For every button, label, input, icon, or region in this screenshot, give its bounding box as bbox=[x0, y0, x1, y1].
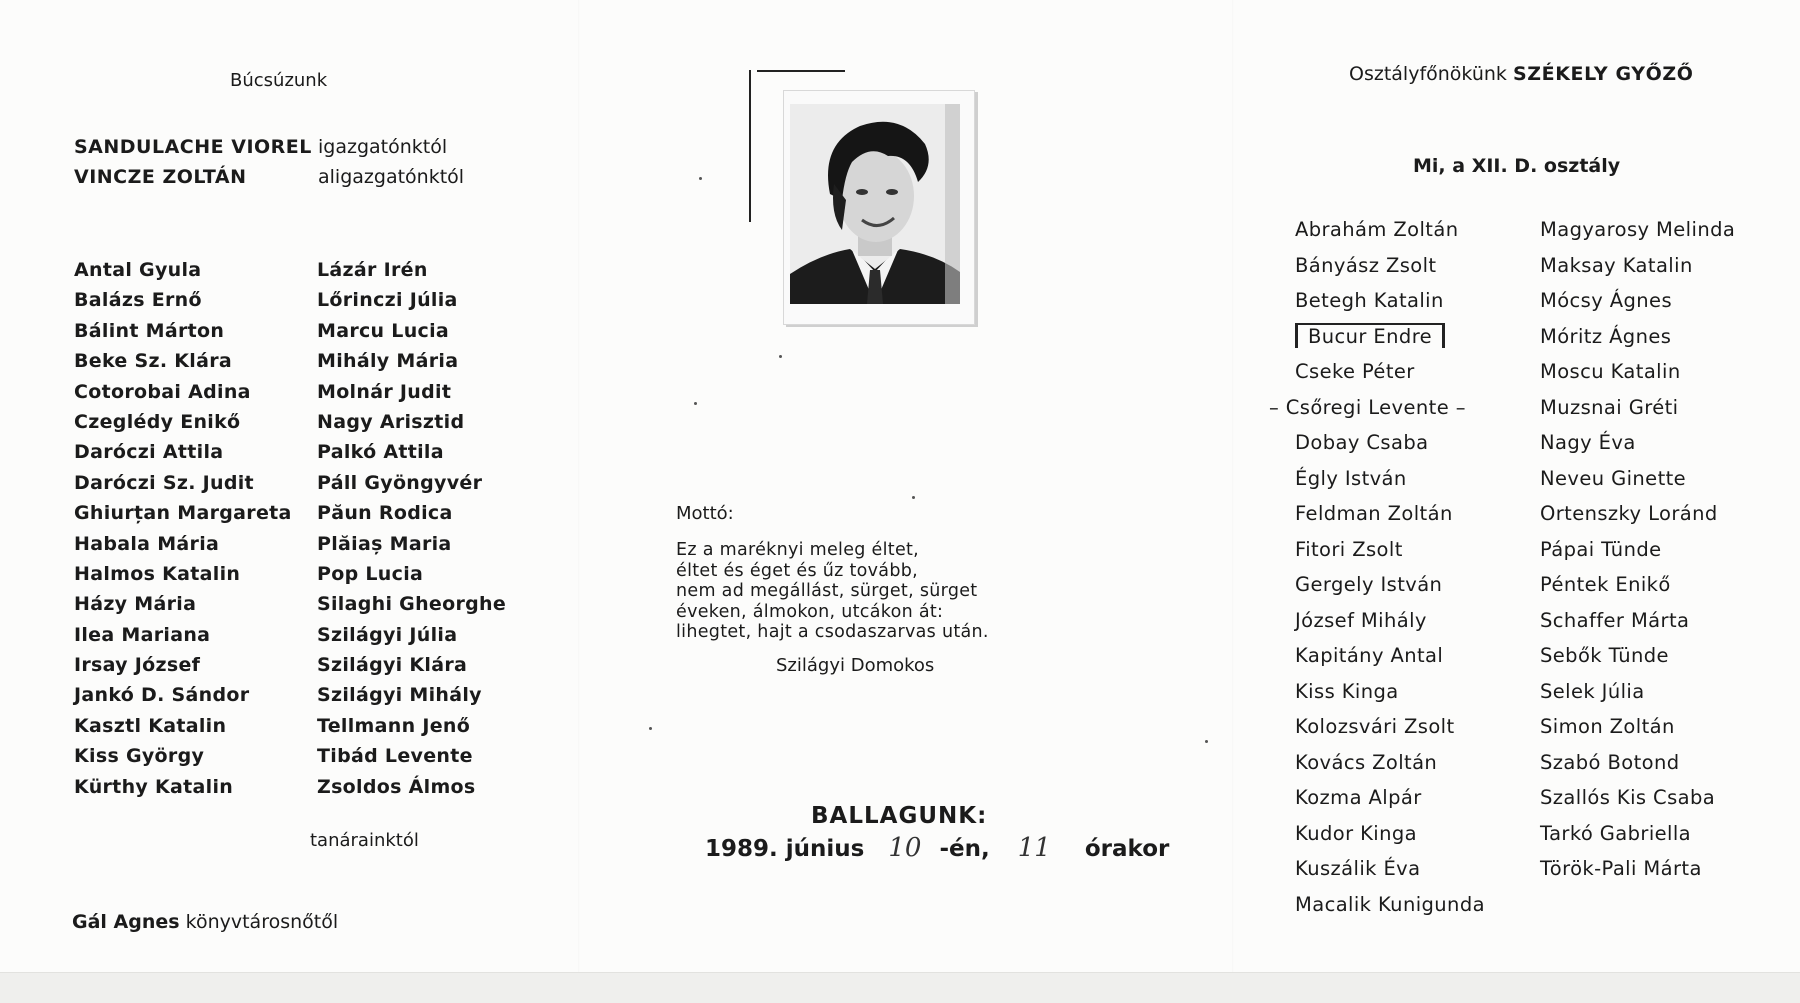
teacher-name bbox=[317, 650, 506, 680]
student-name-text: Gergely István bbox=[1295, 573, 1443, 596]
teacher-name-text: Páll Gyöngyvér bbox=[317, 471, 483, 494]
student-name bbox=[1295, 461, 1485, 497]
student-name-text: Kudor Kinga bbox=[1295, 821, 1417, 845]
student-name-text: Kiss Kinga bbox=[1295, 679, 1399, 703]
student-name bbox=[1540, 851, 1735, 887]
student-name bbox=[1295, 780, 1485, 816]
student-name bbox=[1540, 780, 1735, 816]
teacher-name bbox=[317, 285, 506, 315]
photo-corner-line-top bbox=[757, 70, 845, 72]
student-name-text: Móritz Ágnes bbox=[1540, 324, 1672, 348]
student-name bbox=[1295, 887, 1485, 923]
teacher-name-text: Pop Lucia bbox=[317, 562, 424, 585]
poem-line bbox=[676, 540, 989, 561]
student-name-text: Abrahám Zoltán bbox=[1295, 218, 1459, 241]
teacher-name bbox=[74, 407, 292, 437]
poem-line-text: éltet és éget és űz tovább, bbox=[676, 560, 919, 581]
date-prefix: 1989. június bbox=[705, 836, 865, 862]
teacher-name bbox=[74, 468, 292, 498]
teacher-name bbox=[74, 285, 292, 315]
teachers-suffix: tanárainktól bbox=[310, 830, 419, 851]
teacher-name-text: Házy Mária bbox=[74, 593, 197, 616]
student-name bbox=[1295, 851, 1485, 887]
graduation-heading: BALLAGUNK: bbox=[811, 803, 988, 829]
student-name bbox=[1295, 816, 1485, 852]
teacher-name bbox=[74, 650, 292, 680]
handwritten-hour: 11 bbox=[1017, 833, 1051, 863]
motto-poem bbox=[676, 540, 989, 643]
teacher-name-text: Păun Rodica bbox=[317, 502, 453, 525]
head-teacher-line bbox=[1349, 63, 1693, 85]
student-name-text: Magyarosy Melinda bbox=[1540, 218, 1736, 241]
student-name bbox=[1540, 674, 1735, 710]
teacher-name bbox=[74, 437, 292, 467]
portrait-image bbox=[790, 104, 960, 304]
teacher-name-text: Szilágyi Klára bbox=[317, 654, 468, 677]
student-name bbox=[1295, 354, 1485, 390]
vice-director-role: aligazgatónktól bbox=[318, 166, 465, 188]
student-name bbox=[1295, 496, 1485, 532]
student-name-text: Kapitány Antal bbox=[1295, 644, 1444, 667]
librarian-role: könyvtárosnőtől bbox=[185, 911, 339, 933]
teacher-name bbox=[317, 346, 506, 376]
student-name-text: Ortenszky Loránd bbox=[1540, 502, 1718, 525]
student-name bbox=[1295, 567, 1485, 603]
teacher-name-text: Balázs Ernő bbox=[74, 289, 202, 312]
librarian-line bbox=[72, 911, 338, 933]
student-name-text: Sebők Tünde bbox=[1540, 644, 1669, 667]
teacher-name-text: Daróczi Attila bbox=[74, 441, 224, 464]
fold-line-right bbox=[1232, 0, 1234, 975]
student-name-text: – Csőregi Levente – bbox=[1295, 396, 1466, 419]
student-name bbox=[1540, 461, 1735, 497]
student-name bbox=[1295, 212, 1485, 248]
graduation-date-line bbox=[705, 833, 1169, 863]
teacher-name-text: Halmos Katalin bbox=[74, 562, 241, 585]
student-name-text: Selek Júlia bbox=[1540, 679, 1645, 703]
teacher-name-text: Mihály Mária bbox=[317, 350, 459, 373]
teacher-name bbox=[74, 377, 292, 407]
director-role: igazgatónktól bbox=[318, 136, 448, 158]
student-list-column-2 bbox=[1540, 212, 1735, 887]
student-name-text: Török-Pali Márta bbox=[1540, 857, 1702, 880]
teacher-name-text: Kürthy Katalin bbox=[74, 775, 234, 798]
teacher-name bbox=[74, 711, 292, 741]
teacher-name bbox=[317, 316, 506, 346]
student-name bbox=[1540, 283, 1735, 319]
teacher-name-text: Ilea Mariana bbox=[74, 623, 211, 646]
student-name bbox=[1540, 319, 1735, 355]
student-name bbox=[1295, 674, 1485, 710]
date-suffix: órakor bbox=[1084, 836, 1170, 862]
teacher-name-text: Silaghi Gheorghe bbox=[317, 593, 507, 616]
paper-speck bbox=[699, 177, 702, 180]
student-name-text: Péntek Enikő bbox=[1540, 573, 1671, 596]
student-name bbox=[1295, 319, 1485, 355]
teacher-name bbox=[317, 772, 506, 802]
teacher-name-text: Beke Sz. Klára bbox=[74, 350, 233, 373]
student-name-text: Fitori Zsolt bbox=[1295, 537, 1403, 561]
teacher-name-text: Antal Gyula bbox=[74, 259, 202, 281]
student-name bbox=[1295, 248, 1485, 284]
student-name bbox=[1540, 390, 1735, 426]
teacher-name-text: Tibád Levente bbox=[317, 745, 473, 768]
paper-speck bbox=[912, 496, 915, 499]
student-name-text: Cseke Péter bbox=[1295, 360, 1415, 383]
teacher-name-text: Szilágyi Mihály bbox=[317, 684, 482, 707]
head-teacher-name: SZÉKELY GYŐZŐ bbox=[1512, 63, 1694, 85]
poem-line-text: éveken, álmokon, utcákon át: bbox=[676, 601, 944, 622]
student-name bbox=[1295, 532, 1485, 568]
student-name-text: Bányász Zsolt bbox=[1295, 253, 1437, 277]
student-name-text: Maksay Katalin bbox=[1540, 253, 1693, 277]
poem-line bbox=[676, 622, 989, 643]
student-name bbox=[1540, 496, 1735, 532]
teacher-name-text: Kasztl Katalin bbox=[74, 714, 227, 737]
poem-line-text: nem ad megállást, sürget, sürget bbox=[676, 581, 978, 601]
student-list-column-1 bbox=[1285, 212, 1485, 922]
teacher-name-text: Lázár Irén bbox=[317, 259, 428, 281]
handwritten-day: 10 bbox=[888, 833, 922, 863]
teacher-name-text: Molnár Judit bbox=[317, 380, 452, 403]
student-name bbox=[1540, 603, 1735, 639]
poem-author: Szilágyi Domokos bbox=[776, 655, 935, 676]
teacher-name bbox=[317, 529, 506, 559]
student-name-text: Kozma Alpár bbox=[1295, 786, 1422, 809]
teacher-name bbox=[317, 437, 506, 467]
director-name: SANDULACHE VIOREL bbox=[74, 136, 312, 158]
poem-line-text: lihegtet, hajt a csodaszarvas után. bbox=[676, 622, 989, 642]
student-name bbox=[1295, 745, 1485, 781]
teacher-name bbox=[74, 589, 292, 619]
teacher-name bbox=[74, 680, 292, 710]
teacher-name bbox=[317, 559, 506, 589]
teacher-name-text: Ghiurțan Margareta bbox=[74, 502, 292, 525]
student-name-text: Schaffer Márta bbox=[1540, 608, 1690, 632]
poem-line bbox=[676, 561, 989, 582]
teacher-name bbox=[317, 620, 506, 650]
teacher-name bbox=[317, 498, 506, 528]
teacher-list-column-2 bbox=[317, 255, 506, 802]
student-name bbox=[1540, 532, 1735, 568]
teacher-name bbox=[317, 741, 506, 771]
student-name-text: Mócsy Ágnes bbox=[1540, 289, 1673, 312]
student-name-text: Moscu Katalin bbox=[1540, 360, 1681, 383]
teacher-name-text: Szilágyi Júlia bbox=[317, 623, 458, 646]
teacher-name-text: Bálint Márton bbox=[74, 319, 225, 342]
teacher-name-text: Kiss György bbox=[74, 745, 205, 768]
student-name bbox=[1295, 603, 1485, 639]
student-name-text: Betegh Katalin bbox=[1295, 289, 1444, 312]
student-name bbox=[1295, 709, 1485, 745]
poem-line bbox=[676, 581, 989, 602]
paper-speck bbox=[694, 402, 697, 405]
teacher-name-text: Cotorobai Adina bbox=[74, 380, 251, 403]
teacher-name-text: Marcu Lucia bbox=[317, 319, 450, 342]
student-name bbox=[1285, 390, 1485, 426]
teacher-name-text: Palkó Attila bbox=[317, 441, 444, 464]
student-name bbox=[1295, 425, 1485, 461]
student-name-text: Kovács Zoltán bbox=[1295, 750, 1438, 774]
student-name-text: Szallós Kis Csaba bbox=[1540, 786, 1716, 809]
portrait-photo bbox=[790, 104, 960, 304]
class-title: Mi, a XII. D. osztály bbox=[1413, 155, 1621, 177]
teacher-name bbox=[74, 741, 292, 771]
student-name bbox=[1540, 248, 1735, 284]
teacher-list-column-1 bbox=[74, 255, 292, 802]
teacher-name-text: Irsay József bbox=[74, 654, 201, 677]
teacher-name-text: Habala Mária bbox=[74, 532, 220, 555]
student-name-text: Szabó Botond bbox=[1540, 750, 1680, 774]
student-name-text: Pápai Tünde bbox=[1540, 537, 1662, 561]
student-name-text: Nagy Éva bbox=[1540, 431, 1636, 454]
teacher-name bbox=[74, 529, 292, 559]
teacher-name-text: Zsoldos Álmos bbox=[317, 775, 476, 798]
teacher-name-text: Daróczi Sz. Judit bbox=[74, 471, 254, 494]
teacher-name bbox=[74, 498, 292, 528]
student-name-text: Tarkó Gabriella bbox=[1540, 821, 1692, 845]
teacher-name bbox=[317, 468, 506, 498]
teacher-name bbox=[317, 589, 506, 619]
teacher-name bbox=[74, 346, 292, 376]
teacher-name bbox=[74, 620, 292, 650]
photo-corner-line-left bbox=[749, 70, 751, 222]
student-name-text: Macalik Kunigunda bbox=[1295, 892, 1485, 916]
poem-line bbox=[676, 602, 989, 623]
teacher-name bbox=[74, 316, 292, 346]
teacher-name bbox=[317, 407, 506, 437]
teacher-name bbox=[317, 377, 506, 407]
teacher-name-text: Tellmann Jenő bbox=[317, 714, 471, 737]
student-name-text: Simon Zoltán bbox=[1540, 715, 1675, 738]
teacher-name bbox=[317, 255, 506, 285]
teacher-name bbox=[74, 559, 292, 589]
teacher-name-text: Plăiaș Maria bbox=[317, 532, 452, 555]
paper-speck bbox=[649, 727, 652, 730]
paper-speck bbox=[1205, 740, 1208, 743]
paper-speck bbox=[779, 355, 782, 358]
student-name-text: József Mihály bbox=[1295, 608, 1427, 632]
poem-line-text: Ez a maréknyi meleg éltet, bbox=[676, 540, 920, 560]
student-name bbox=[1540, 745, 1735, 781]
farewell-heading: Búcsúzunk bbox=[230, 70, 328, 91]
student-name bbox=[1540, 638, 1735, 674]
student-name-text: Bucur Endre bbox=[1295, 323, 1445, 348]
student-name bbox=[1540, 425, 1735, 461]
student-name bbox=[1540, 354, 1735, 390]
student-name-text: Neveu Ginette bbox=[1540, 466, 1687, 490]
student-name-text: Feldman Zoltán bbox=[1295, 502, 1453, 525]
student-name bbox=[1295, 638, 1485, 674]
scan-bottom-edge bbox=[0, 972, 1800, 1003]
teacher-name bbox=[74, 772, 292, 802]
teacher-name-text: Nagy Arisztid bbox=[317, 410, 465, 433]
student-name-text: Dobay Csaba bbox=[1295, 431, 1429, 454]
student-name-text: Kuszálik Éva bbox=[1295, 857, 1421, 880]
head-teacher-label: Osztályfőnökünk bbox=[1349, 63, 1507, 85]
student-name bbox=[1295, 283, 1485, 319]
motto-label: Mottó: bbox=[676, 503, 734, 524]
student-name bbox=[1540, 212, 1735, 248]
teacher-name-text: Lőrinczi Júlia bbox=[317, 289, 458, 312]
date-mid: -én, bbox=[939, 836, 990, 862]
student-name bbox=[1540, 816, 1735, 852]
teacher-name-text: Czeglédy Enikő bbox=[74, 410, 241, 433]
vice-director-name: VINCZE ZOLTÁN bbox=[74, 166, 247, 188]
librarian-name: Gál Agnes bbox=[72, 911, 180, 933]
student-name bbox=[1540, 567, 1735, 603]
teacher-name bbox=[317, 711, 506, 741]
student-name bbox=[1540, 709, 1735, 745]
student-name-text: Muzsnai Gréti bbox=[1540, 395, 1679, 419]
student-name-text: Égly István bbox=[1295, 466, 1407, 490]
teacher-name bbox=[74, 255, 292, 285]
student-name-text: Kolozsvári Zsolt bbox=[1295, 715, 1455, 738]
teacher-name bbox=[317, 680, 506, 710]
left-panel bbox=[0, 0, 580, 972]
teacher-name-text: Jankó D. Sándor bbox=[74, 684, 250, 707]
